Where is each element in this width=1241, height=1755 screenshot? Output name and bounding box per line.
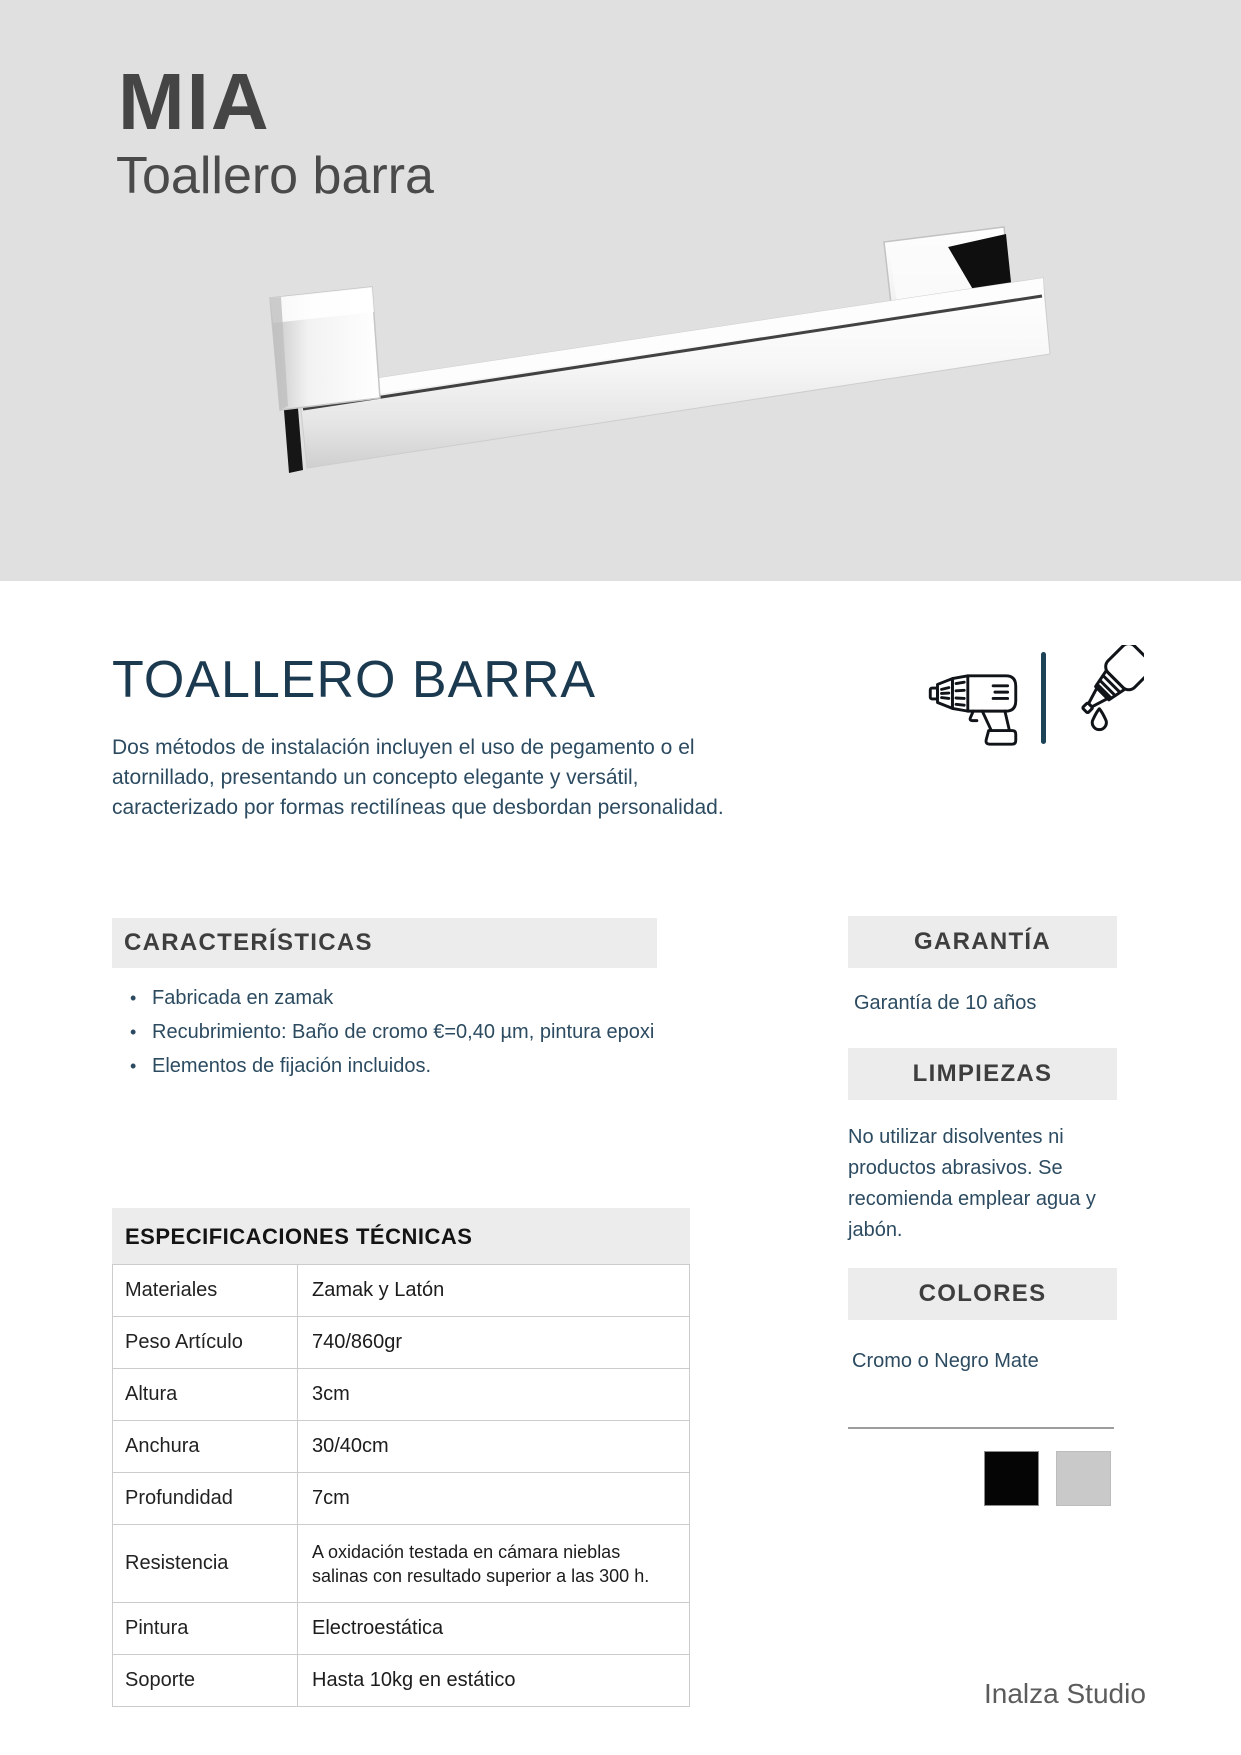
colores-divider-line xyxy=(848,1427,1114,1429)
garantia-header: GARANTÍA xyxy=(848,916,1117,968)
spec-value: Zamak y Latón xyxy=(297,1265,689,1316)
table-row xyxy=(113,1316,689,1368)
color-swatch-negro-mate xyxy=(984,1451,1039,1506)
spec-label: Anchura xyxy=(125,1435,200,1457)
table-row xyxy=(113,1524,689,1602)
especificaciones-table xyxy=(112,1208,690,1707)
spec-label: Altura xyxy=(125,1383,178,1405)
intro-paragraph: Dos métodos de instalación incluyen el uso de pegamento o el atornillado, presentando un concepto elegante y versátil, caracterizado por formas rectilíneas que desbordan personalidad. xyxy=(112,736,724,819)
limpiezas-header: LIMPIEZAS xyxy=(848,1048,1117,1100)
product-type: Toallero barra xyxy=(116,147,434,205)
intro-heading: TOALLERO BARRA xyxy=(112,651,597,709)
colores-header: COLORES xyxy=(848,1268,1117,1320)
limpiezas-text: No utilizar disolventes ni productos abrasivos. Se recomienda emplear agua y jabón. xyxy=(848,1126,1096,1241)
table-row xyxy=(113,1602,689,1654)
hero-section xyxy=(0,0,1241,581)
glue-icon xyxy=(1064,645,1144,751)
especificaciones-header: ESPECIFICACIONES TÉCNICAS xyxy=(112,1208,690,1264)
installation-methods xyxy=(928,644,1144,752)
table-row xyxy=(113,1654,689,1706)
table-row xyxy=(113,1472,689,1524)
spec-label: Profundidad xyxy=(125,1487,233,1509)
table-row xyxy=(113,1264,689,1316)
spec-value: 7cm xyxy=(297,1473,689,1524)
spec-label: Soporte xyxy=(125,1669,196,1691)
spec-value: 740/860gr xyxy=(297,1317,689,1368)
table-row xyxy=(113,1368,689,1420)
garantia-text: Garantía de 10 años xyxy=(854,992,1037,1014)
spec-value: Electroestática xyxy=(297,1603,689,1654)
table-row xyxy=(113,1420,689,1472)
caracteristicas-list xyxy=(128,988,654,1090)
list-item: • Recubrimiento: Baño de cromo €=0,40 µm, pintura epoxi xyxy=(128,1022,654,1043)
brand-name: Inalza Studio xyxy=(984,1678,1146,1709)
spec-value: 30/40cm xyxy=(297,1421,689,1472)
spec-label: Pintura xyxy=(125,1617,189,1639)
spec-value: A oxidación testada en cámara nieblas salinas con resultado superior a las 300 h. xyxy=(297,1525,689,1602)
colores-text: Cromo o Negro Mate xyxy=(852,1350,1039,1372)
drill-icon xyxy=(928,650,1023,746)
towel-bar-product-image xyxy=(0,0,1241,581)
color-swatch-cromo xyxy=(1056,1451,1111,1506)
spec-label: Resistencia xyxy=(125,1552,229,1574)
spec-label: Peso Artículo xyxy=(125,1331,243,1353)
icons-divider xyxy=(1041,652,1046,744)
caracteristicas-header: CARACTERÍSTICAS xyxy=(112,918,657,968)
product-name: MIA xyxy=(118,57,271,146)
list-item: • Fabricada en zamak xyxy=(128,988,654,1009)
spec-value: Hasta 10kg en estático xyxy=(297,1655,689,1706)
list-item: • Elementos de fijación incluidos. xyxy=(128,1056,654,1077)
spec-value: 3cm xyxy=(297,1369,689,1420)
spec-label: Materiales xyxy=(125,1279,218,1301)
